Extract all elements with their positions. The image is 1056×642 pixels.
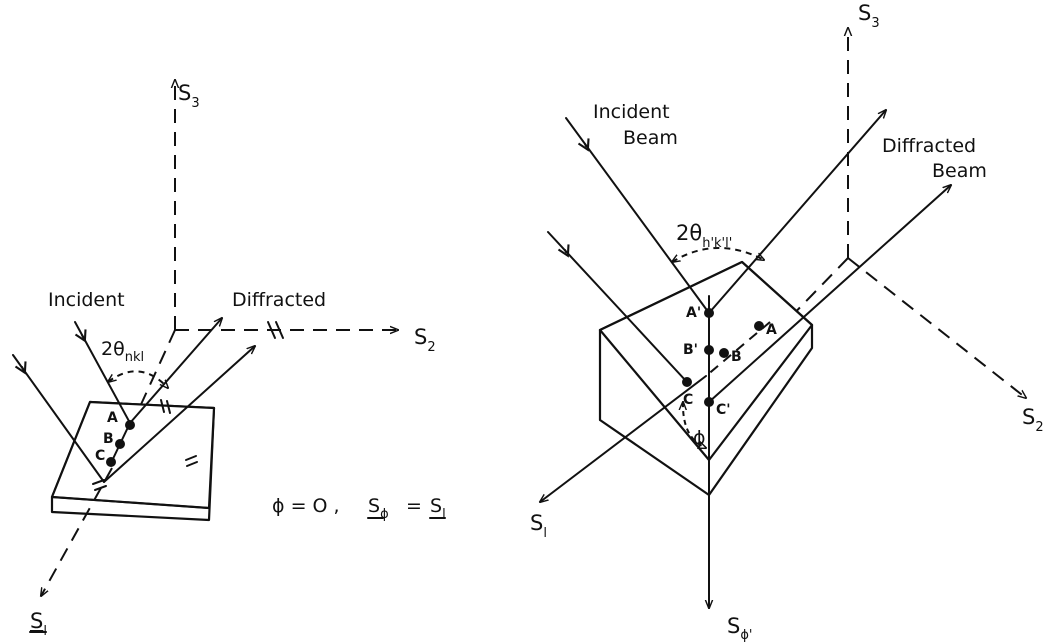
left-equation-equals: = <box>406 495 422 517</box>
left-incident-label: Incident <box>48 289 125 311</box>
right-diffracted-label-line2: Beam <box>932 160 987 182</box>
left-equation-phi: ϕ = O , <box>272 495 340 517</box>
right-figure <box>530 1 1044 642</box>
left-equation-rhs: $S_l$ <box>430 495 446 522</box>
right-angle-label: $2\theta_{h'k'l'}$ <box>676 221 733 251</box>
left-axis-s3-label: $S_3$ <box>178 81 200 111</box>
right-point-b-prime-label: B' <box>683 342 698 358</box>
right-point-c-prime <box>704 397 714 407</box>
left-point-a-label: A <box>107 410 118 426</box>
right-point-a-label: A <box>766 322 777 338</box>
right-diffracted-label-line1: Diffracted <box>882 135 977 157</box>
left-incident-beam-2-arrow <box>22 367 23 369</box>
right-phi-label: ϕ <box>693 427 706 449</box>
right-point-b-prime <box>704 345 714 355</box>
right-point-c-label: C <box>683 392 694 408</box>
left-axis-s2-label: $S_2$ <box>414 325 436 355</box>
left-angle-arc <box>108 371 168 388</box>
right-axis-s3-label: $S_3$ <box>858 1 880 31</box>
right-point-a-prime <box>704 308 714 318</box>
right-incident-beam-1-arrow <box>585 144 586 146</box>
right-point-c-prime-label: C' <box>716 402 731 418</box>
right-axis-s2-line <box>848 258 1026 398</box>
left-point-b <box>115 439 125 449</box>
right-incident-label-line1: Incident <box>593 101 670 123</box>
left-point-a <box>125 420 135 430</box>
right-axis-s1-label: $S_l$ <box>530 511 547 541</box>
left-figure <box>13 80 446 639</box>
left-point-b-label: B <box>103 431 114 447</box>
left-point-c <box>106 457 116 467</box>
left-angle-label: $2\theta_{nkl}$ <box>101 338 145 365</box>
right-axis-sphi-label: $S_{\phi'}$ <box>727 614 753 642</box>
right-point-b <box>719 348 729 358</box>
right-point-a <box>754 321 764 331</box>
right-incident-label-line2: Beam <box>623 127 678 149</box>
right-axis-s2-label: $S_2$ <box>1022 405 1044 435</box>
left-incident-beam-1-arrow <box>82 335 83 337</box>
left-point-c-label: C <box>95 448 106 464</box>
right-incident-beam-2-arrow <box>565 250 566 252</box>
right-point-c <box>682 377 692 387</box>
right-point-b-label: B <box>731 349 742 365</box>
left-diffracted-label: Diffracted <box>232 289 327 311</box>
right-diffracted-beam-1 <box>709 110 886 313</box>
left-equation-lhs: $S_\phi$ <box>368 495 389 522</box>
right-point-a-prime-label: A' <box>686 305 702 321</box>
left-axis-s1-label: $S_l$ <box>30 609 47 639</box>
